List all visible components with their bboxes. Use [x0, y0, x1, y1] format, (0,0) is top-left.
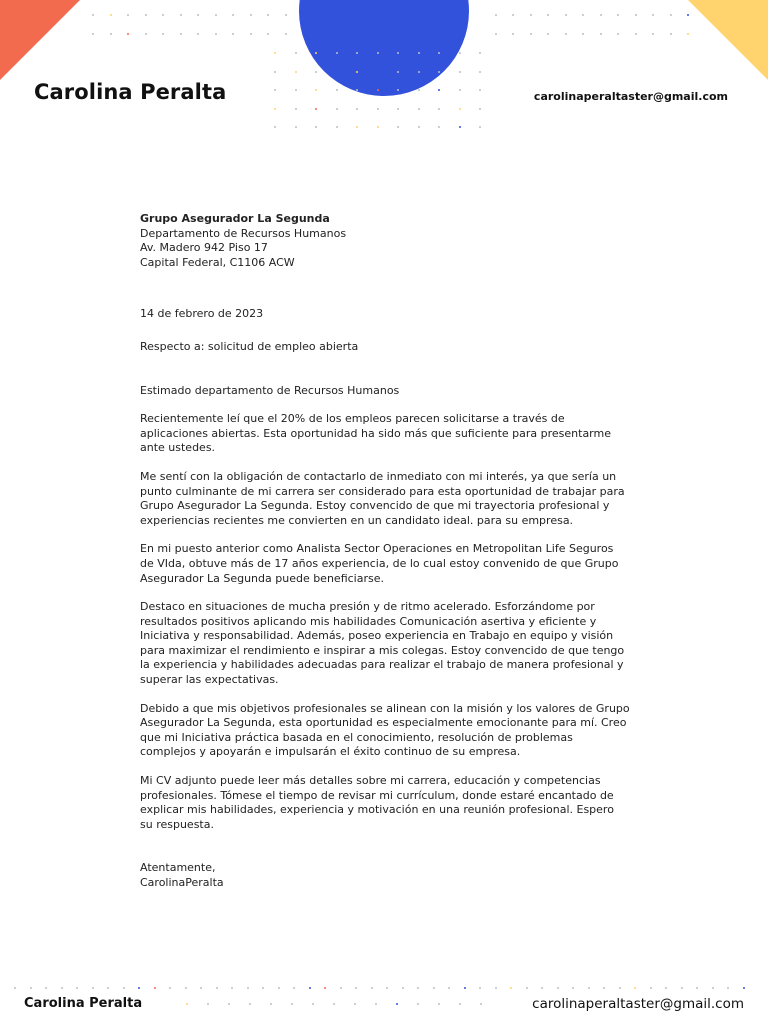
decorative-dot — [418, 71, 420, 73]
decorative-dot — [600, 14, 602, 16]
decorative-dot — [377, 108, 379, 110]
decorative-dot — [232, 14, 234, 16]
decorative-dot — [354, 1003, 356, 1005]
decorative-dot — [162, 14, 164, 16]
decorative-dot — [186, 1003, 188, 1005]
decorative-dot — [495, 33, 497, 35]
decorative-dot — [438, 126, 440, 128]
decorative-dot — [652, 33, 654, 35]
decorative-dot — [418, 89, 420, 91]
decorative-dot — [727, 987, 729, 989]
decorative-dot — [356, 126, 358, 128]
decorative-dot — [565, 14, 567, 16]
recipient-address: Av. Madero 942 Piso 17 — [140, 241, 268, 255]
decorative-dot — [180, 14, 182, 16]
decorative-dot — [495, 14, 497, 16]
decorative-dot — [110, 33, 112, 35]
decorative-dot — [267, 33, 269, 35]
decorative-dot — [315, 71, 317, 73]
decorative-dot — [377, 89, 379, 91]
recipient-company: Grupo Asegurador La Segunda — [140, 212, 330, 225]
decorative-dot — [530, 33, 532, 35]
decorative-dot — [197, 14, 199, 16]
decorative-dot — [459, 1003, 461, 1005]
letter-signature: CarolinaPeralta — [140, 876, 224, 889]
decorative-dot — [464, 987, 466, 989]
decorative-dot — [356, 52, 358, 54]
decorative-dot — [295, 108, 297, 110]
decorative-dot — [417, 987, 419, 989]
decorative-dot — [107, 987, 109, 989]
decorative-dot — [291, 1003, 293, 1005]
decorative-dot — [249, 1003, 251, 1005]
decorative-dot — [92, 14, 94, 16]
decorative-dot — [138, 987, 140, 989]
decorative-dot — [459, 71, 461, 73]
decorative-dot — [438, 71, 440, 73]
decorative-dot — [207, 1003, 209, 1005]
decorative-dot — [448, 987, 450, 989]
decorative-dot — [479, 71, 481, 73]
decorative-dot — [215, 14, 217, 16]
decorative-dot — [127, 14, 129, 16]
decorative-dot — [512, 33, 514, 35]
decorative-dot — [231, 987, 233, 989]
decorative-dot — [216, 987, 218, 989]
decorative-dot — [336, 71, 338, 73]
decorative-dot — [14, 987, 16, 989]
decorative-dot — [557, 987, 559, 989]
decorative-dot — [267, 14, 269, 16]
decorative-dot — [397, 71, 399, 73]
decorative-dot — [512, 14, 514, 16]
letter-subject: Respecto a: solicitud de empleo abierta — [140, 339, 359, 353]
decorative-dot — [295, 52, 297, 54]
decorative-dot — [479, 52, 481, 54]
decorative-dot — [652, 14, 654, 16]
decorative-dot — [565, 33, 567, 35]
decorative-dot — [200, 987, 202, 989]
decorative-dot — [315, 89, 317, 91]
letter-body — [140, 212, 630, 891]
decorative-dot — [377, 71, 379, 73]
decorative-dot — [180, 33, 182, 35]
decorative-dot — [154, 987, 156, 989]
recipient-department: Departamento de Recursos Humanos — [140, 226, 347, 240]
decorative-dot — [438, 89, 440, 91]
decorative-dot — [247, 987, 249, 989]
decorative-dot — [274, 126, 276, 128]
decorative-dot — [687, 14, 689, 16]
decorative-dot — [250, 33, 252, 35]
decorative-dot — [315, 108, 317, 110]
letter-paragraph: Me sentí con la obligación de contactarlo de inmediato con mi interés, ya que sería un punto culminante de mi carrera ser considerado para esta oportunidad de trabajar para Grupo Asegurador La Segunda. Estoy convencido de que mi trayectoria profesional y experiencias recientes me convierten en un candidato ideal. para su empresa. — [140, 469, 625, 527]
decorative-dot — [30, 987, 32, 989]
decorative-dot — [459, 52, 461, 54]
decorative-dot — [315, 126, 317, 128]
decorative-dot — [162, 33, 164, 35]
decorative-dot — [377, 52, 379, 54]
decorative-dot — [250, 14, 252, 16]
decorative-dot — [377, 126, 379, 128]
decorative-dot — [274, 52, 276, 54]
decorative-dot — [670, 33, 672, 35]
decorative-dot — [526, 987, 528, 989]
decorative-dot — [438, 1003, 440, 1005]
decorative-dot — [635, 14, 637, 16]
decorative-dot — [459, 108, 461, 110]
decorative-dot — [336, 108, 338, 110]
decorative-dot — [127, 33, 129, 35]
decorative-dot — [61, 987, 63, 989]
recipient-city: Capital Federal, C1106 ACW — [140, 255, 295, 269]
decorative-dot — [619, 987, 621, 989]
decorative-dot — [634, 987, 636, 989]
decorative-dot — [336, 89, 338, 91]
decorative-dot — [285, 33, 287, 35]
decorative-dot — [459, 126, 461, 128]
letter-paragraph: En mi puesto anterior como Analista Sector Operaciones en Metropolitan Life Seguros de VIda, obtuve más de 17 años experiencia, de lo cual estoy convenido de que Grupo Asegurador La Segunda puede beneficiarse. — [140, 542, 619, 585]
decorative-dot — [123, 987, 125, 989]
decorative-dot — [712, 987, 714, 989]
decorative-dot — [480, 1003, 482, 1005]
footer-name: Carolina Peralta — [24, 996, 143, 1011]
decorative-dot — [295, 71, 297, 73]
decorative-dot — [312, 1003, 314, 1005]
decorative-dot — [386, 987, 388, 989]
decorative-dot — [438, 108, 440, 110]
letter-closing: Atentamente, — [140, 861, 216, 875]
letter-paragraph: Destaco en situaciones de mucha presión y de ritmo acelerado. Esforzándome por resultados positivos aplicando mis habilidades Comunicación asertiva y eficiente y Iniciativa y responsabilidad. Además, poseo experiencia en Trabajo en equipo y visión para maximizar el rendimiento e inspirar a mis colegas. Estoy convencido de que tengo la experiencia y habilidades adecuadas para realizar el trabajo de manera profesional y superar las expectativas. — [140, 600, 625, 687]
decorative-dot — [547, 33, 549, 35]
decorative-dot — [402, 987, 404, 989]
decorative-dot — [635, 33, 637, 35]
decorative-dot — [417, 1003, 419, 1005]
decorative-dot — [262, 987, 264, 989]
decorative-dot — [495, 987, 497, 989]
header-name: Carolina Peralta — [34, 80, 227, 104]
decorative-dot — [582, 33, 584, 35]
decorative-dot — [285, 14, 287, 16]
decorative-dot — [333, 1003, 335, 1005]
decorative-dot — [295, 89, 297, 91]
decorative-coral-triangle — [0, 0, 80, 80]
decorative-yellow-triangle — [688, 0, 768, 80]
decorative-dot — [340, 987, 342, 989]
decorative-dot — [397, 108, 399, 110]
decorative-dot — [687, 33, 689, 35]
decorative-dot — [356, 71, 358, 73]
decorative-dot — [197, 33, 199, 35]
header-email[interactable]: carolinaperaltaster@gmail.com — [533, 90, 728, 103]
decorative-dot — [336, 126, 338, 128]
decorative-dot — [438, 52, 440, 54]
decorative-dot — [336, 52, 338, 54]
letter-paragraph: Debido a que mis objetivos profesionales se alinean con la misión y los valores de Grupo Asegurador La Segunda, esta oportunidad es especialmente emocionante para mí. Creo que mi Iniciativa práctica basada en el conocimiento, resolución de problemas complejos y apoyarán e impulsarán el éxito continuo de su empresa. — [140, 701, 630, 759]
decorative-dot — [215, 33, 217, 35]
decorative-dot — [670, 14, 672, 16]
decorative-dot — [371, 987, 373, 989]
decorative-blue-circle — [299, 0, 469, 96]
footer-email[interactable]: carolinaperaltaster@gmail.com — [532, 996, 744, 1012]
decorative-dot — [600, 33, 602, 35]
decorative-dot — [270, 1003, 272, 1005]
decorative-dot — [696, 987, 698, 989]
decorative-dot — [375, 1003, 377, 1005]
decorative-dot — [295, 126, 297, 128]
decorative-dot — [169, 987, 171, 989]
decorative-dot — [572, 987, 574, 989]
decorative-dot — [681, 987, 683, 989]
decorative-dot — [274, 108, 276, 110]
decorative-dot — [110, 14, 112, 16]
decorative-dot — [309, 987, 311, 989]
letter-date: 14 de febrero de 2023 — [140, 307, 264, 321]
decorative-dot — [396, 1003, 398, 1005]
decorative-dot — [617, 33, 619, 35]
decorative-dot — [665, 987, 667, 989]
decorative-dot — [293, 987, 295, 989]
decorative-dot — [510, 987, 512, 989]
letter-paragraph: Recientemente leí que el 20% de los empleos parecen solicitarse a través de aplicaciones abiertas. Esta oportunidad ha sido más que suficiente para presentarme ante ustedes. — [140, 412, 611, 455]
decorative-dot — [228, 1003, 230, 1005]
decorative-dot — [45, 987, 47, 989]
decorative-dot — [479, 987, 481, 989]
decorative-dot — [433, 987, 435, 989]
decorative-dot — [145, 14, 147, 16]
decorative-dot — [324, 987, 326, 989]
decorative-dot — [92, 987, 94, 989]
decorative-dot — [479, 108, 481, 110]
decorative-dot — [603, 987, 605, 989]
letter-paragraph: Mi CV adjunto puede leer más detalles sobre mi carrera, educación y competencias profesionales. Tómese el tiempo de revisar mi currículum, donde estaré encantado de explicar mis habilidades, experiencia y motivación en una reunión profesional. Espero su respuesta. — [140, 774, 614, 831]
decorative-dot — [479, 89, 481, 91]
decorative-dot — [274, 71, 276, 73]
decorative-dot — [355, 987, 357, 989]
decorative-dot — [315, 52, 317, 54]
decorative-dot — [185, 987, 187, 989]
decorative-dot — [479, 126, 481, 128]
decorative-dot — [617, 14, 619, 16]
decorative-dot — [459, 89, 461, 91]
decorative-dot — [356, 89, 358, 91]
decorative-dot — [650, 987, 652, 989]
decorative-dot — [76, 987, 78, 989]
decorative-dot — [418, 52, 420, 54]
decorative-dot — [397, 126, 399, 128]
decorative-dot — [232, 33, 234, 35]
decorative-dot — [397, 89, 399, 91]
decorative-dot — [541, 987, 543, 989]
decorative-dot — [743, 987, 745, 989]
decorative-dot — [356, 108, 358, 110]
decorative-dot — [418, 126, 420, 128]
decorative-dot — [145, 33, 147, 35]
decorative-dot — [530, 14, 532, 16]
decorative-dot — [588, 987, 590, 989]
decorative-dot — [92, 33, 94, 35]
decorative-dot — [547, 14, 549, 16]
decorative-dot — [278, 987, 280, 989]
letter-salutation: Estimado departamento de Recursos Humanos — [140, 383, 400, 397]
decorative-dot — [274, 89, 276, 91]
decorative-dot — [397, 52, 399, 54]
decorative-dot — [582, 14, 584, 16]
decorative-dot — [418, 108, 420, 110]
